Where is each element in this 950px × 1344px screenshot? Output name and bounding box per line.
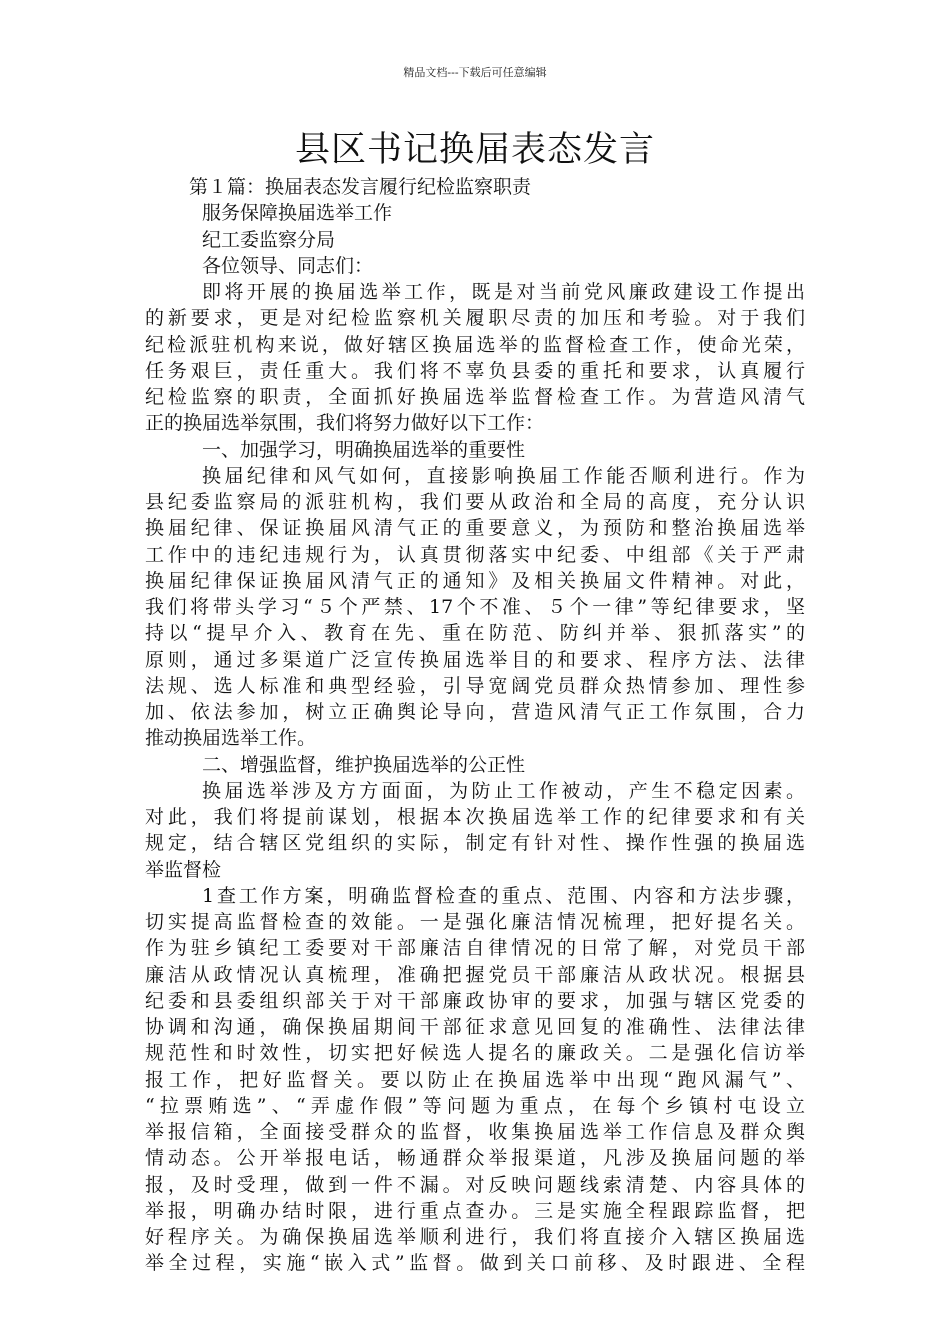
text-line: 换届纪律、保证换届风清气正的重要意义，为预防和整治换届选举	[145, 517, 805, 540]
text-line: 原则，通过多渠道广泛宣传换届选举目的和要求、程序方法、法律	[145, 648, 805, 671]
text-line: 情动态。公开举报电话，畅通群众举报渠道，凡涉及换届问题的举	[145, 1147, 805, 1170]
text-line: 纪检派驻机构来说，做好辖区换届选举的监督检查工作，使命光荣，	[145, 333, 805, 356]
text-line: 换届选举涉及方方面面，为防止工作被动，产生不稳定因素。	[202, 779, 805, 802]
text-line: 的新要求，更是对纪检监察机关履职尽责的加压和考验。对于我们	[145, 307, 805, 330]
text-line: “拉票贿选”、“弄虚作假”等问题为重点，在每个乡镇村屯设立	[145, 1094, 805, 1117]
section-heading: 二、增强监督，维护换届选举的公正性	[202, 753, 526, 776]
text-line: 加、依法参加，树立正确舆论导向，营造风清气正工作氛围，合力	[145, 701, 805, 723]
text-line: 法规、选人标准和典型经验，引导宽阔党员群众热情参加、理性参	[145, 674, 805, 697]
text-line: 纪工委监察分局	[202, 228, 336, 251]
text-line: 县纪委监察局的派驻机构，我们要从政治和全局的高度，充分认识	[145, 491, 805, 513]
text-line: 服务保障换届选举工作	[202, 202, 393, 225]
text-line: 第１篇：换届表态发言履行纪检监察职责	[189, 176, 532, 198]
text-line: 换届纪律和风气如何，直接影响换届工作能否顺利进行。作为	[202, 464, 805, 487]
text-line: 报工作，把好监督关。要以防止在换届选举中出现“跑风漏气”、	[145, 1068, 805, 1091]
text-line: 纪检监察的职责，全面抓好换届选举监督检查工作。为营造风清气	[145, 386, 805, 408]
text-line	[145, 1277, 805, 1303]
document-body	[145, 174, 805, 1303]
text-line: 我们将带头学习“５个严禁、17个不准、５个一律”等纪律要求，坚	[145, 596, 805, 618]
text-line: 廉洁从政情况认真梳理，准确把握党员干部廉洁从政状况。根据县	[145, 963, 805, 986]
text-line: 报，及时受理，做到一件不漏。对反映问题线索清楚、内容具体的	[145, 1173, 805, 1196]
section-heading: 一、加强学习，明确换届选举的重要性	[202, 438, 526, 461]
text-line: 正的换届选举氛围，我们将努力做好以下工作：	[145, 412, 545, 435]
text-line: 好程序关。为确保换届选举顺利进行，我们将直接介入辖区换届选	[145, 1226, 805, 1248]
text-line: 规定，结合辖区党组织的实际，制定有针对性、操作性强的换届选	[145, 832, 805, 855]
document-title: 县区书记换届表态发言	[294, 130, 655, 170]
text-line: 协调和沟通，确保换届期间干部征求意见回复的准确性、法律法律	[145, 1016, 805, 1038]
text-line: 作为驻乡镇纪工委要对干部廉洁自律情况的日常了解，对党员干部	[145, 937, 805, 960]
text-line: 推动换届选举工作。	[145, 727, 317, 750]
text-line: 持以“提早介入、教育在先、重在防范、防纠并举、狠抓落实”的	[145, 622, 805, 645]
text-line: 对此，我们将提前谋划，根据本次换届选举工作的纪律要求和有关	[145, 806, 805, 828]
text-line: 举监督检	[145, 858, 222, 881]
text-line: 举全过程，实施“嵌入式”监督。做到关口前移、及时跟进、全程	[145, 1252, 805, 1275]
header-note: 精品文档---下载后可任意编辑	[403, 66, 547, 79]
text-line: 切实提高监督检查的效能。一是强化廉洁情况梳理，把好提名关。	[145, 911, 805, 933]
text-line: 换届纪律保证换届风清气正的通知》及相关换届文件精神。对此，	[145, 569, 805, 592]
text-line: 即将开展的换届选举工作，既是对当前党风廉政建设工作提出	[202, 281, 805, 303]
text-line: 任务艰巨，责任重大。我们将不辜负县委的重托和要求，认真履行	[145, 359, 805, 382]
text-line: 举报，明确办结时限，进行重点查办。三是实施全程跟踪监督，把	[145, 1199, 805, 1222]
text-line: 纪委和县委组织部关于对干部廉政协审的要求，加强与辖区党委的	[145, 989, 805, 1012]
text-line: 规范性和时效性，切实把好候选人提名的廉政关。二是强化信访举	[145, 1042, 805, 1065]
text-line: 举报信箱，全面接受群众的监督，收集换届选举工作信息及群众舆	[145, 1121, 805, 1143]
text-line: 各位领导、同志们：	[202, 254, 374, 277]
text-line: 1查工作方案，明确监督检查的重点、范围、内容和方法步骤，	[202, 884, 805, 907]
text-line: 工作中的违纪违规行为，认真贯彻落实中纪委、中组部《关于严肃	[145, 543, 805, 566]
